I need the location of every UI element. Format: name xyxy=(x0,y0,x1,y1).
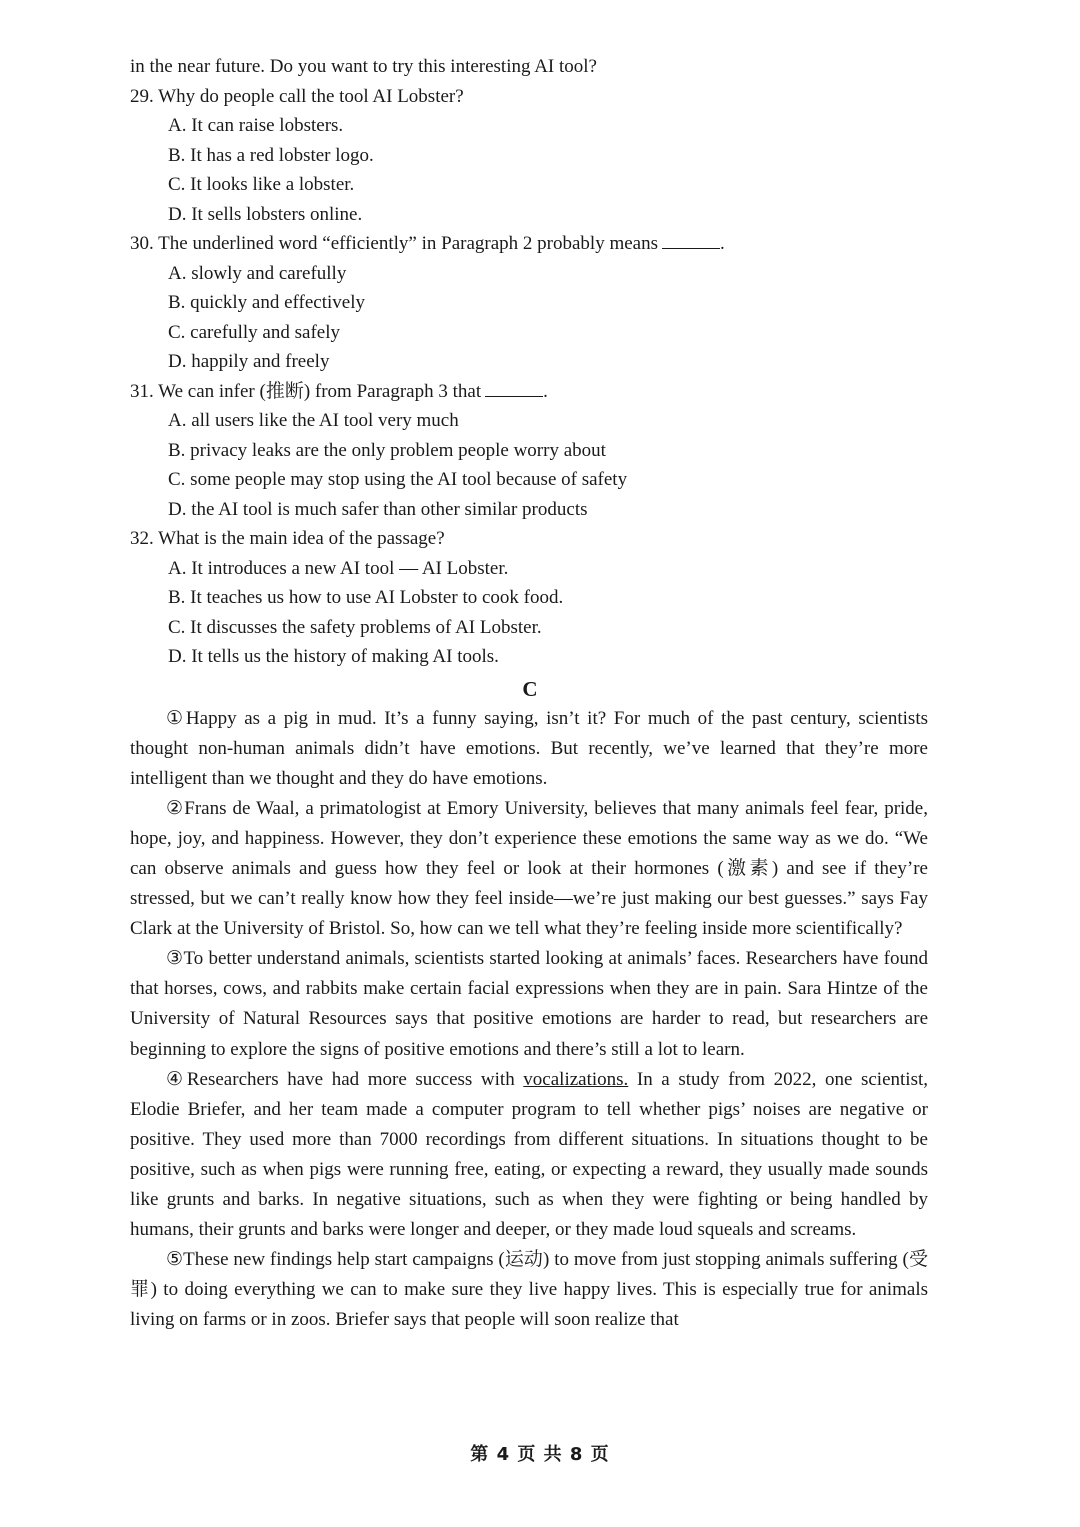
option-c: C. carefully and safely xyxy=(168,321,340,343)
question-text: Why do people call the tool AI Lobster? xyxy=(158,85,464,107)
question-stem xyxy=(130,82,930,112)
paragraph-4-lead: ④Researchers have had more success with xyxy=(166,1068,524,1090)
question-stem: 30. The underlined word “efficiently” in Paragraph 2 probably means . xyxy=(130,233,725,254)
paragraph-4-rest: In a study from 2022, one scientist, Elodie Briefer, and her team made a computer program to tell whether pigs’ noises are negative or positive. They used more than 7000 recordings from different situations. In situations thought to be positive, such as when pigs were running free, eating, or expecting a reward, they usually made sounds like grunts and barks. In negative situations, such as when they were fighting or being handled by humans, their grunts and barks were longer and deeper, or they made loud squeals and screams. xyxy=(130,1068,928,1241)
option-d: D. It sells lobsters online. xyxy=(168,203,363,225)
question-number: 29. xyxy=(130,85,154,107)
option-b: B. quickly and effectively xyxy=(168,292,365,313)
question-text: We can infer (推断) from Paragraph 3 that xyxy=(158,380,482,402)
option-c: C. It looks like a lobster. xyxy=(168,174,355,195)
option-a: A. all users like the AI tool very much xyxy=(168,410,459,431)
option-a: A. It introduces a new AI tool — AI Lobster. xyxy=(168,557,509,579)
option-d: D. the AI tool is much safer than other similar products xyxy=(168,498,588,520)
paragraph-3: ③To better understand animals, scientists started looking at animals’ faces. Researchers have found that horses, cows, and rabbits make certain facial expressions when they are in pain. Sara Hintze of the University of Natural Resources says that positive emotions are harder to read, but researchers are beginning to explore the signs of positive emotions and there’s still a lot to learn. xyxy=(130,948,928,1060)
underlined-word: vocalizations. xyxy=(523,1068,629,1090)
question-number: 30. xyxy=(130,233,154,254)
question-text: The underlined word “efficiently” in Paragraph 2 probably means xyxy=(158,233,658,254)
question-29 xyxy=(130,82,930,230)
question-text: What is the main idea of the passage? xyxy=(158,528,445,549)
question-32 xyxy=(130,524,930,672)
paragraph-4 xyxy=(130,1065,928,1246)
option-b: B. It teaches us how to use AI Lobster to cook food. xyxy=(168,587,564,608)
option-c: C. It discusses the safety problems of AI Lobster. xyxy=(168,616,542,638)
answer-blank xyxy=(485,382,543,397)
option-b: B. privacy leaks are the only problem people worry about xyxy=(168,439,606,461)
paragraph-2: ②Frans de Waal, a primatologist at Emory University, believes that many animals feel fear, pride, hope, joy, and happiness. However, they don’t experience these emotions the same way as we do. “We can observe animals and guess how they feel or look at their hormones (激素) and see if they’re stressed, but we can’t really know how they feel inside—we’re just making our best guesses.” says Fay Clark at the University of Bristol. So, how can we tell what they’re feeling inside more scientifically? xyxy=(130,797,928,940)
question-stem: 31. We can infer (推断) from Paragraph 3 that . xyxy=(130,380,548,402)
option-d: D. happily and freely xyxy=(168,351,330,372)
question-number: 31. xyxy=(130,380,154,402)
paragraph-5: ⑤These new findings help start campaigns (运动) to move from just stopping animals suffering (受罪) to doing everything we can to make sure they live happy lives. This is especially true for animals living on farms or in zoos. Briefer says that people will soon realize that xyxy=(130,1249,928,1331)
paragraph-1: ①Happy as a pig in mud. It’s a funny saying, isn’t it? For much of the past century, scientists thought non-human animals didn’t have emotions. But recently, we’ve learned that they’re more intelligent than we thought and they do have emotions. xyxy=(130,707,928,789)
option-a: A. slowly and carefully xyxy=(168,262,347,284)
option-c: C. some people may stop using the AI tool because of safety xyxy=(168,469,628,490)
question-stem xyxy=(130,524,930,554)
page-content xyxy=(130,52,930,1335)
question-30 xyxy=(130,229,930,377)
page-footer: 第 4 页 共 8 页 xyxy=(470,1444,610,1465)
intro-line: in the near future. Do you want to try this interesting AI tool? xyxy=(130,56,597,77)
option-d: D. It tells us the history of making AI tools. xyxy=(168,646,499,667)
option-b: B. It has a red lobster logo. xyxy=(168,144,374,166)
section-title: C xyxy=(522,676,538,701)
question-number: 32. xyxy=(130,528,154,549)
option-a: A. It can raise lobsters. xyxy=(168,115,344,136)
answer-blank xyxy=(662,234,720,249)
question-31 xyxy=(130,377,930,525)
